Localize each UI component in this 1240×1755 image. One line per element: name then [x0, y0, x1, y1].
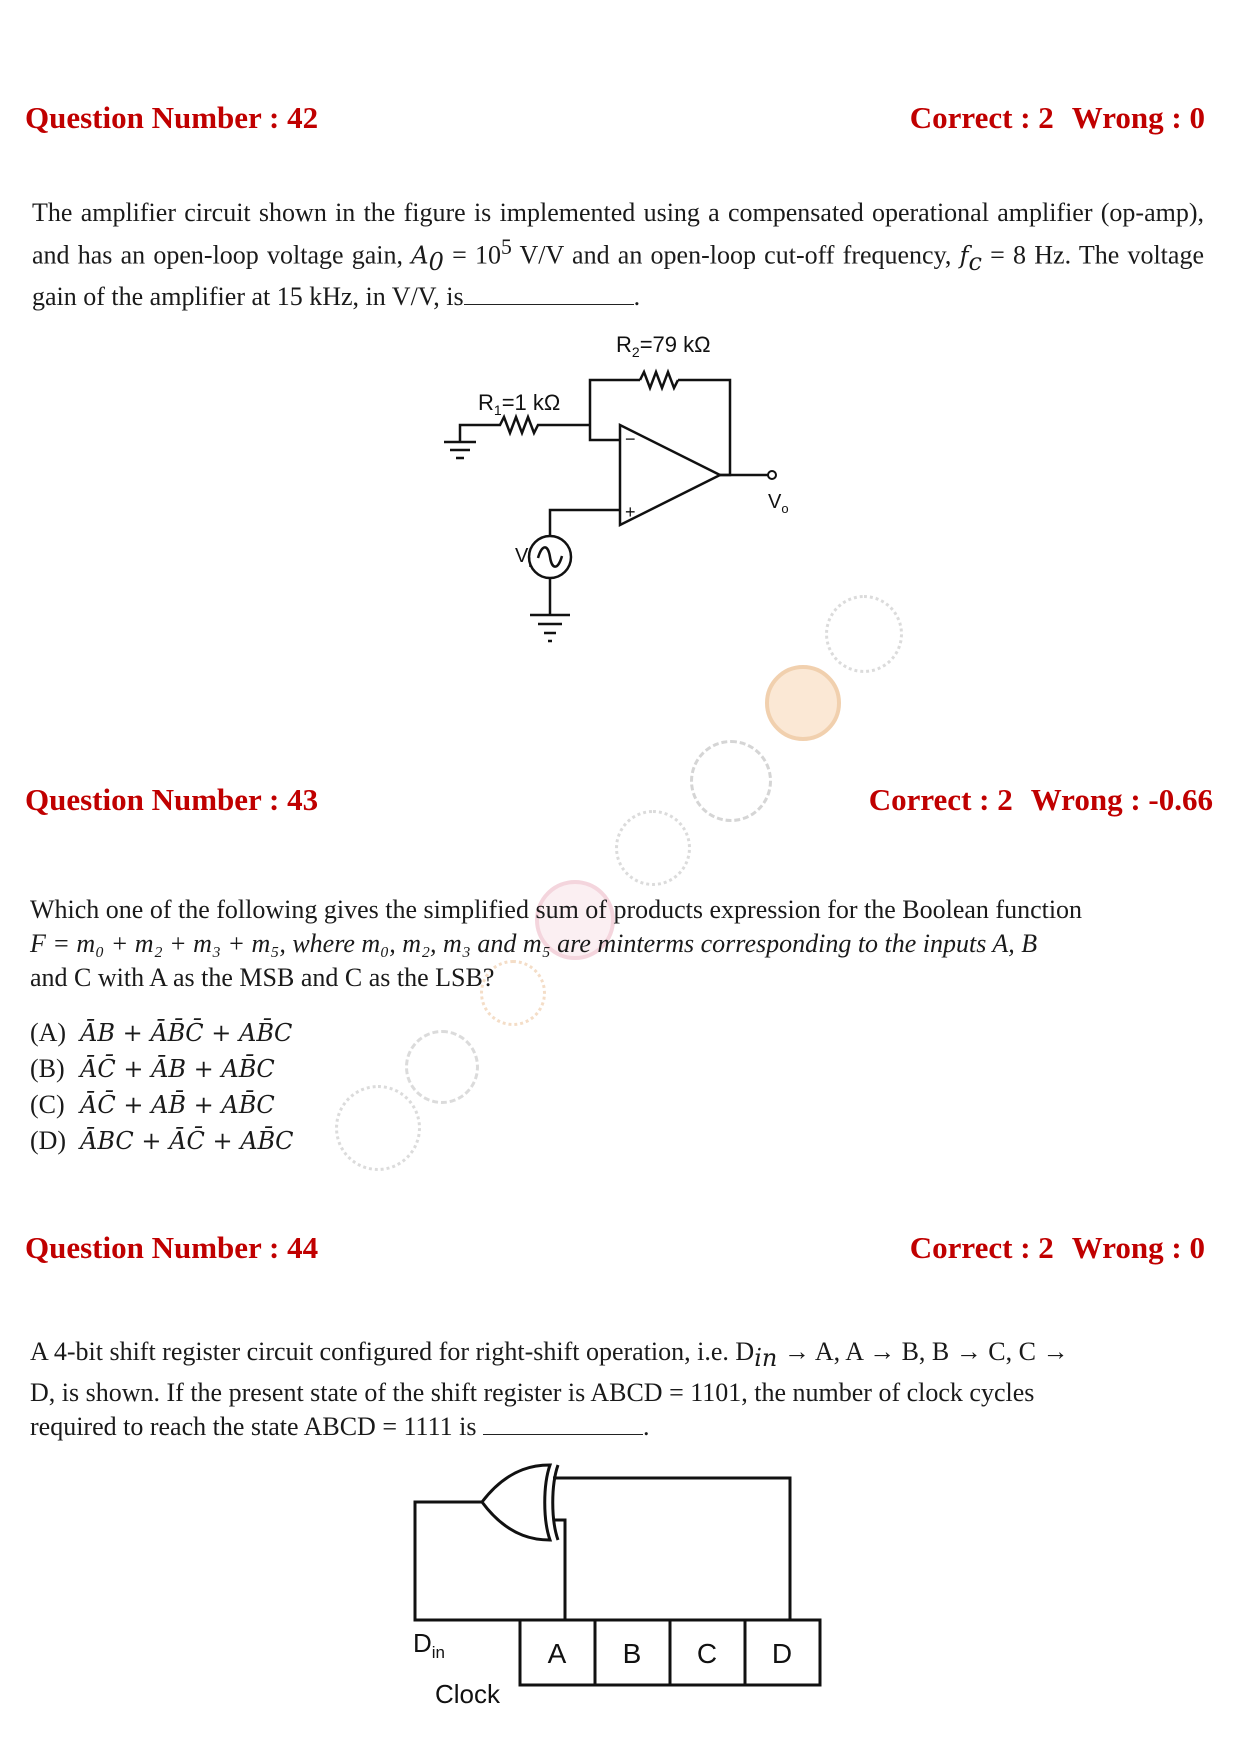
question-line: F = m₀ + m₂ + m₃ + m₅, where m₀, m₂, m₃ and m₅ are minterms corresponding to the inputs A, B	[30, 929, 1038, 958]
option-c[interactable]: (C) ĀC̄ + AB̄ + AB̄C	[30, 1090, 275, 1119]
question-line: D, is shown. If the present state of the shift register is ABCD = 1101, the number of clock cycles	[30, 1378, 1035, 1408]
vi-label: $V_i$	[515, 545, 532, 570]
answer-blank	[483, 1412, 643, 1435]
watermark-seal	[765, 665, 841, 741]
watermark-seal	[335, 1085, 421, 1171]
option-b[interactable]: (B) ĀC̄ + ĀB + AB̄C	[30, 1054, 275, 1083]
cell-b: B	[622, 1638, 642, 1669]
question-line: and C with A as the MSB and C as the LSB?	[30, 963, 495, 992]
question-42-text: The amplifier circuit shown in the figure is implemented using a compensated operational amplifier (op-amp), and has an open-loop voltage gain, $A_0 = 10^5$ V/V and an open-loop cut-off frequency, $f_c = 8$ Hz. The voltage gain of the amplifier at 15 kHz, in V/V, is .	[32, 198, 1204, 311]
option-a[interactable]: (A) ĀB + ĀB̄C̄ + AB̄C	[30, 1018, 293, 1047]
question-43-text	[30, 893, 1202, 995]
question-44-text	[30, 1335, 1202, 1444]
inverting-sign: −	[625, 429, 636, 449]
question-42-header	[25, 100, 1205, 140]
cell-d: D	[771, 1638, 793, 1669]
opamp-circuit-figure	[430, 330, 810, 670]
correct-marks: Correct : 2	[909, 1230, 1054, 1265]
r1-label: $R_1=1$ kΩ	[478, 390, 561, 418]
question-44-header	[25, 1230, 1205, 1270]
watermark-seal	[405, 1030, 479, 1104]
cell-a: A	[547, 1638, 567, 1669]
r2-label: $R_2=79$ kΩ	[616, 332, 711, 360]
din-label: $D_{in}$	[413, 1628, 446, 1662]
answer-blank	[464, 282, 634, 305]
options-list	[30, 1015, 294, 1159]
shift-register-figure	[400, 1460, 840, 1710]
question-number: Question Number : 43	[25, 782, 319, 817]
clock-label: Clock	[435, 1679, 501, 1709]
cell-c: C	[696, 1638, 718, 1669]
wrong-marks: Wrong : -0.66	[1030, 782, 1213, 817]
question-number: Question Number : 44	[25, 1230, 319, 1265]
marks-info	[869, 782, 1213, 818]
question-line: Which one of the following gives the simplified sum of products expression for the Boolean function	[30, 895, 1083, 924]
vo-label: $V_o$	[768, 491, 789, 516]
correct-marks: Correct : 2	[868, 782, 1013, 817]
question-line: required to reach the state ABCD = 1111 is .	[30, 1412, 650, 1442]
marks-info	[910, 1230, 1205, 1266]
noninverting-sign: +	[625, 502, 636, 522]
wrong-marks: Wrong : 0	[1071, 100, 1205, 135]
correct-marks: Correct : 2	[909, 100, 1054, 135]
question-number: Question Number : 42	[25, 100, 319, 135]
marks-info	[910, 100, 1205, 136]
wrong-marks: Wrong : 0	[1071, 1230, 1205, 1265]
question-line: A 4-bit shift register circuit configured for right-shift operation, i.e. $D_{in} \to A$, A → B, B → C, C →	[30, 1337, 1069, 1373]
question-43-header	[25, 782, 1213, 822]
option-d[interactable]: (D) ĀBC + ĀC̄ + AB̄C	[30, 1126, 294, 1155]
watermark-seal	[825, 595, 903, 673]
